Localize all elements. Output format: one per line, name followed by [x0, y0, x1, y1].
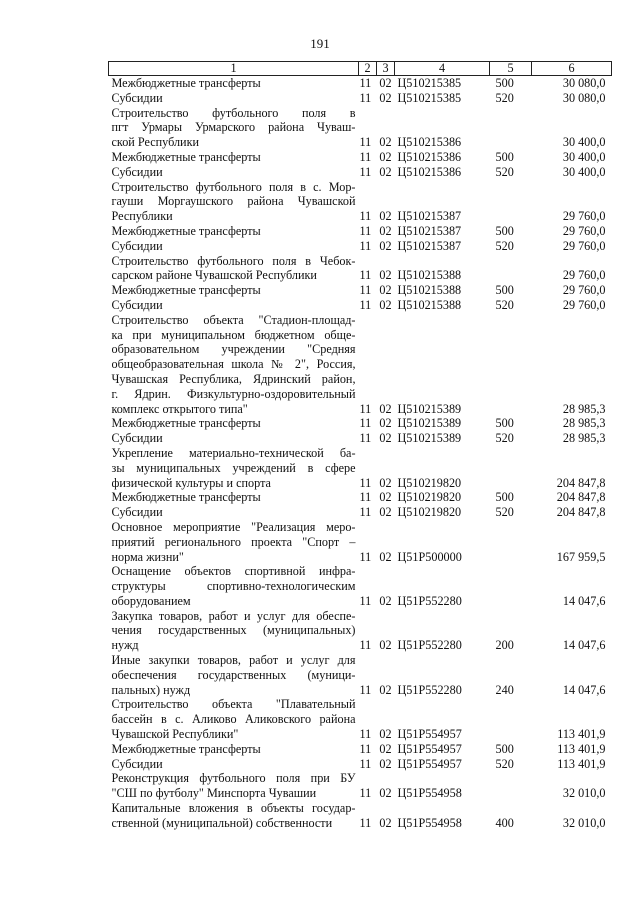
section-code: 11	[359, 475, 372, 490]
table-row	[109, 239, 612, 254]
table-row	[109, 520, 612, 564]
row-name	[109, 298, 359, 313]
row-name-line: Межбюджетные трансферты	[111, 149, 261, 164]
table-row	[109, 180, 612, 224]
target-code: Ц51P552280	[397, 638, 462, 653]
target-code: Ц510215386	[397, 149, 462, 164]
section-code: 11	[359, 238, 372, 253]
subsection-code: 02	[379, 505, 392, 520]
row-name	[109, 313, 359, 417]
row-name-line: "СШ по футболу" Минспорта Чувашии	[111, 786, 317, 801]
table-row	[109, 697, 612, 741]
column-header-subsection: 3	[377, 62, 395, 76]
row-name-line: сарском районе Чувашской Республики	[111, 268, 317, 283]
row-name	[109, 283, 359, 298]
row-name-line: комплекс открытого типа"	[111, 401, 248, 416]
row-name-line: Республики	[111, 209, 173, 224]
amount: 14 047,6	[562, 593, 606, 608]
table-row	[109, 91, 612, 106]
table-row	[109, 431, 612, 446]
table-row	[109, 757, 612, 772]
row-name-line: Строительство футбольного поля в Чебок-	[111, 253, 356, 268]
target-code: Ц51P554958	[397, 815, 462, 830]
row-name	[109, 91, 359, 106]
target-code: Ц510215389	[397, 431, 462, 446]
section-code: 11	[359, 401, 372, 416]
row-name	[109, 609, 359, 653]
row-name	[109, 416, 359, 431]
row-name-line: оборудованием	[111, 593, 191, 608]
row-name-line: Межбюджетные трансферты	[111, 490, 261, 505]
target-code: Ц510215386	[397, 164, 462, 179]
amount: 113 401,9	[557, 741, 606, 756]
target-code: Ц510215388	[397, 268, 462, 283]
row-name	[109, 150, 359, 165]
row-name-line: норма жизни"	[111, 549, 184, 564]
row-name	[109, 165, 359, 180]
row-name	[109, 653, 359, 697]
column-header-amount: 6	[532, 62, 612, 76]
expense-type-code: 520	[495, 90, 514, 105]
subsection-code: 02	[379, 401, 392, 416]
row-name-line: Реконструкция футбольного поля при БУ	[111, 771, 356, 786]
row-name	[109, 520, 359, 564]
row-name-line: Укрепление материально-технической ба-	[111, 445, 356, 460]
target-code: Ц51P552280	[397, 682, 462, 697]
row-name	[109, 431, 359, 446]
subsection-code: 02	[379, 638, 392, 653]
section-code: 11	[359, 756, 372, 771]
row-name-line: ка при муниципальном бюджетном обще-	[111, 327, 356, 342]
target-code: Ц510215385	[397, 90, 462, 105]
amount: 32 010,0	[562, 815, 606, 830]
row-name-line: Субсидии	[111, 431, 163, 446]
target-code: Ц51P552280	[397, 593, 462, 608]
subsection-code: 02	[379, 593, 392, 608]
subsection-code: 02	[379, 490, 392, 505]
row-name-line: Субсидии	[111, 164, 163, 179]
row-name-line: Субсидии	[111, 756, 163, 771]
section-code: 11	[359, 815, 372, 830]
amount: 204 847,8	[556, 490, 606, 505]
row-name-line: Межбюджетные трансферты	[111, 76, 261, 90]
subsection-code: 02	[379, 727, 392, 742]
row-name-line: физической культуры и спорта	[111, 475, 271, 490]
amount: 30 080,0	[562, 76, 606, 90]
table-row	[109, 283, 612, 298]
expense-type-code	[490, 771, 532, 801]
table-row	[109, 742, 612, 757]
target-code: Ц510215388	[397, 297, 462, 312]
expense-type-code: 200	[495, 638, 514, 653]
row-name	[109, 239, 359, 254]
amount: 30 400,0	[562, 164, 606, 179]
subsection-code: 02	[379, 268, 392, 283]
section-code: 11	[359, 90, 372, 105]
target-code: Ц510215389	[397, 416, 462, 431]
column-header-section: 2	[359, 62, 377, 76]
row-name	[109, 742, 359, 757]
subsection-code: 02	[379, 164, 392, 179]
row-name-line: ской Республики	[111, 135, 200, 150]
section-code: 11	[359, 549, 372, 564]
expense-type-code: 500	[495, 149, 514, 164]
column-header-name: 1	[109, 62, 359, 76]
expense-type-code: 520	[495, 238, 514, 253]
row-name-line: зы муниципальных учреждений в сфере	[111, 460, 356, 475]
expense-type-code: 500	[495, 283, 514, 298]
expense-type-code: 240	[495, 682, 514, 697]
table-row	[109, 505, 612, 520]
target-code: Ц51P500000	[397, 549, 462, 564]
row-name-line: Капитальные вложения в объекты государ-	[111, 801, 356, 816]
target-code: Ц510215388	[397, 283, 462, 298]
amount: 113 401,9	[557, 756, 606, 771]
subsection-code: 02	[379, 549, 392, 564]
section-code: 11	[359, 297, 372, 312]
target-code: Ц510219820	[397, 505, 462, 520]
table-row	[109, 801, 612, 831]
amount: 28 985,3	[562, 401, 606, 416]
amount: 30 080,0	[562, 90, 606, 105]
table-row	[109, 564, 612, 608]
subsection-code: 02	[379, 209, 392, 224]
row-name-line: пальных) нужд	[111, 682, 191, 697]
expense-type-code: 400	[495, 815, 514, 830]
expense-type-code	[490, 564, 532, 608]
target-code: Ц51P554957	[397, 756, 462, 771]
row-name-line: ственной (муниципальной) собственности	[111, 815, 333, 830]
expense-type-code: 500	[495, 223, 514, 238]
table-row	[109, 150, 612, 165]
section-code: 11	[359, 149, 372, 164]
amount: 29 760,0	[562, 268, 606, 283]
table-row	[109, 76, 612, 91]
row-name	[109, 505, 359, 520]
subsection-code: 02	[379, 815, 392, 830]
expense-type-code: 520	[495, 431, 514, 446]
expense-type-code: 500	[495, 76, 514, 90]
table-row	[109, 224, 612, 239]
row-name-line: Межбюджетные трансферты	[111, 283, 261, 298]
amount: 30 400,0	[562, 149, 606, 164]
table-row	[109, 446, 612, 490]
section-code: 11	[359, 431, 372, 446]
subsection-code: 02	[379, 149, 392, 164]
expense-type-code: 500	[495, 741, 514, 756]
section-code: 11	[359, 786, 372, 801]
target-code: Ц51P554957	[397, 727, 462, 742]
section-code: 11	[359, 135, 372, 150]
table-row	[109, 771, 612, 801]
subsection-code: 02	[379, 416, 392, 431]
expense-type-code: 520	[495, 505, 514, 520]
row-name-line: Чувашская Республика, Ядринский район,	[111, 371, 356, 386]
table-row	[109, 609, 612, 653]
target-code: Ц510215385	[397, 76, 462, 90]
amount: 29 760,0	[562, 283, 606, 298]
row-name-line: чения государственных (муниципальных)	[111, 623, 356, 638]
expense-type-code: 520	[495, 164, 514, 179]
row-name-line: бассейн в с. Аликово Аликовского района	[111, 712, 356, 727]
table-row	[109, 298, 612, 313]
section-code: 11	[359, 593, 372, 608]
table-row	[109, 165, 612, 180]
expense-type-code	[490, 697, 532, 741]
target-code: Ц51P554957	[397, 741, 462, 756]
row-name	[109, 106, 359, 150]
target-code: Ц510215387	[397, 238, 462, 253]
target-code: Ц510215387	[397, 223, 462, 238]
subsection-code: 02	[379, 283, 392, 298]
expense-type-code	[490, 254, 532, 284]
section-code: 11	[359, 76, 372, 90]
amount: 14 047,6	[562, 682, 606, 697]
section-code: 11	[359, 164, 372, 179]
budget-table	[108, 61, 612, 831]
subsection-code: 02	[379, 238, 392, 253]
amount: 204 847,8	[556, 475, 606, 490]
target-code: Ц510215389	[397, 401, 462, 416]
row-name	[109, 254, 359, 284]
amount: 28 985,3	[562, 416, 606, 431]
subsection-code: 02	[379, 475, 392, 490]
row-name-line: Основное мероприятие "Реализация меро-	[111, 519, 356, 534]
subsection-code: 02	[379, 297, 392, 312]
row-name-line: нужд	[111, 638, 139, 653]
expense-type-code	[490, 180, 532, 224]
row-name-line: гауши Моргаушского района Чувашской	[111, 194, 356, 209]
subsection-code: 02	[379, 756, 392, 771]
amount: 29 760,0	[562, 209, 606, 224]
row-name	[109, 224, 359, 239]
expense-type-code	[490, 520, 532, 564]
expense-type-code: 500	[495, 490, 514, 505]
section-code: 11	[359, 741, 372, 756]
section-code: 11	[359, 505, 372, 520]
target-code: Ц510219820	[397, 490, 462, 505]
row-name	[109, 490, 359, 505]
table-row	[109, 106, 612, 150]
column-header-target-code: 4	[395, 62, 490, 76]
row-name-line: Строительство объекта "Плавательный	[111, 697, 356, 712]
row-name-line: Межбюджетные трансферты	[111, 223, 261, 238]
section-code: 11	[359, 727, 372, 742]
amount: 32 010,0	[562, 786, 606, 801]
row-name-line: Межбюджетные трансферты	[111, 741, 261, 756]
page-number: 191	[310, 36, 330, 51]
subsection-code: 02	[379, 223, 392, 238]
section-code: 11	[359, 638, 372, 653]
subsection-code: 02	[379, 90, 392, 105]
column-header-expense-type: 5	[490, 62, 532, 76]
table-header-row	[109, 62, 612, 76]
row-name-line: обеспечения государственных (муници-	[111, 667, 356, 682]
row-name	[109, 564, 359, 608]
row-name-line: общеобразовательная школа № 2", Россия,	[111, 357, 356, 372]
row-name	[109, 697, 359, 741]
expense-type-code	[490, 106, 532, 150]
row-name-line: Строительство футбольного поля в	[111, 105, 356, 120]
expense-type-code: 500	[495, 416, 514, 431]
row-name-line: г. Ядрин. Физкультурно-оздоровительный	[111, 386, 356, 401]
target-code: Ц51P554958	[397, 786, 462, 801]
row-name	[109, 180, 359, 224]
table-row	[109, 416, 612, 431]
amount: 29 760,0	[562, 297, 606, 312]
target-code: Ц510219820	[397, 475, 462, 490]
target-code: Ц510215386	[397, 135, 462, 150]
row-name-line: Субсидии	[111, 238, 163, 253]
row-name-line: Закупка товаров, работ и услуг для обеспе-	[111, 608, 356, 623]
row-name-line: пгт Урмары Урмарского района Чуваш-	[111, 120, 356, 135]
subsection-code: 02	[379, 741, 392, 756]
expense-type-code	[490, 446, 532, 490]
amount: 14 047,6	[562, 638, 606, 653]
row-name-line: Строительство футбольного поля в с. Мор-	[111, 179, 356, 194]
table-row	[109, 313, 612, 417]
row-name-line: Чувашской Республики"	[111, 727, 239, 742]
amount: 113 401,9	[557, 727, 606, 742]
row-name-line: Строительство объекта "Стадион-площад-	[111, 312, 356, 327]
section-code: 11	[359, 490, 372, 505]
target-code: Ц510215387	[397, 209, 462, 224]
expense-type-code: 520	[495, 297, 514, 312]
subsection-code: 02	[379, 682, 392, 697]
subsection-code: 02	[379, 431, 392, 446]
table-row	[109, 653, 612, 697]
section-code: 11	[359, 209, 372, 224]
amount: 204 847,8	[556, 505, 606, 520]
row-name-line: образовательном учреждении "Средняя	[111, 342, 356, 357]
subsection-code: 02	[379, 786, 392, 801]
amount: 29 760,0	[562, 238, 606, 253]
section-code: 11	[359, 283, 372, 298]
row-name	[109, 446, 359, 490]
expense-type-code: 520	[495, 756, 514, 771]
expense-type-code	[490, 313, 532, 417]
row-name-line: структуры спортивно-технологическим	[111, 579, 356, 594]
row-name	[109, 801, 359, 831]
table-row	[109, 254, 612, 284]
section-code: 11	[359, 682, 372, 697]
section-code: 11	[359, 268, 372, 283]
row-name-line: Субсидии	[111, 297, 163, 312]
table-row	[109, 490, 612, 505]
row-name-line: приятий регионального проекта "Спорт –	[111, 534, 356, 549]
row-name	[109, 771, 359, 801]
row-name-line: Межбюджетные трансферты	[111, 416, 261, 431]
section-code: 11	[359, 223, 372, 238]
amount: 29 760,0	[562, 223, 606, 238]
amount: 167 959,5	[556, 549, 606, 564]
amount: 30 400,0	[562, 135, 606, 150]
row-name-line: Субсидии	[111, 505, 163, 520]
subsection-code: 02	[379, 76, 392, 90]
row-name	[109, 76, 359, 91]
row-name	[109, 757, 359, 772]
amount: 28 985,3	[562, 431, 606, 446]
row-name-line: Субсидии	[111, 90, 163, 105]
section-code: 11	[359, 416, 372, 431]
row-name-line: Иные закупки товаров, работ и услуг для	[111, 653, 356, 668]
row-name-line: Оснащение объектов спортивной инфра-	[111, 564, 356, 579]
subsection-code: 02	[379, 135, 392, 150]
